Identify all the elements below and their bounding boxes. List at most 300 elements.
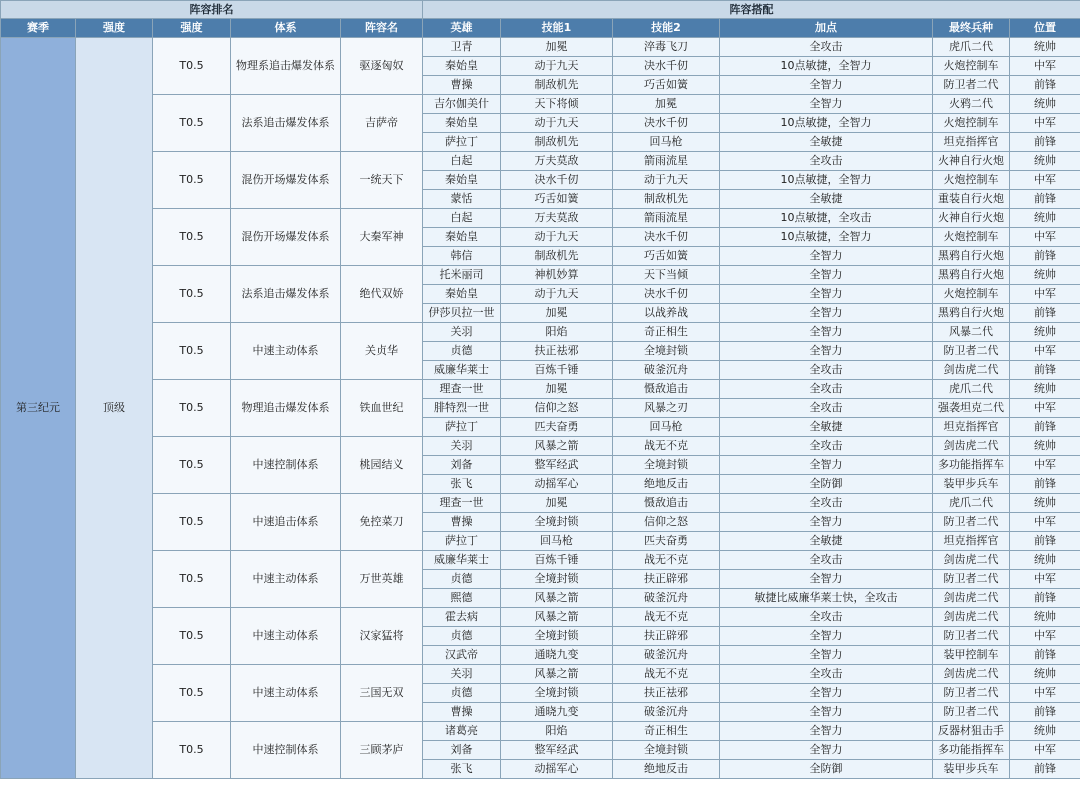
hero-cell: 秦始皇 [423, 171, 501, 190]
position-cell: 统帅 [1010, 95, 1080, 114]
final-unit-cell: 反器材狙击手 [933, 722, 1010, 741]
skill2-cell: 破釜沉舟 [613, 646, 720, 665]
table-row [1, 209, 1080, 228]
system-cell: 中速控制体系 [231, 722, 341, 779]
system-cell: 混伤开场爆发体系 [231, 209, 341, 266]
skill1-cell: 阳焰 [501, 722, 613, 741]
rank-cell: T0.5 [153, 95, 231, 152]
skill2-cell: 战无不克 [613, 551, 720, 570]
lineup-name-cell: 吉萨帝 [341, 95, 423, 152]
skill1-cell: 加冕 [501, 304, 613, 323]
skill2-cell: 动于九天 [613, 171, 720, 190]
position-cell: 统帅 [1010, 608, 1080, 627]
skill1-cell: 决水千仞 [501, 171, 613, 190]
hero-cell: 曹操 [423, 76, 501, 95]
points-cell: 全敏捷 [720, 190, 933, 209]
points-cell: 全攻击 [720, 494, 933, 513]
final-unit-cell: 装甲步兵车 [933, 760, 1010, 779]
col-header-lineup-name: 阵容名 [341, 19, 423, 38]
final-unit-cell: 防卫者二代 [933, 684, 1010, 703]
skill2-cell: 以战养战 [613, 304, 720, 323]
position-cell: 中军 [1010, 456, 1080, 475]
skill2-cell: 信仰之怒 [613, 513, 720, 532]
points-cell: 全攻击 [720, 361, 933, 380]
rank-cell: T0.5 [153, 437, 231, 494]
skill2-cell: 加冕 [613, 95, 720, 114]
final-unit-cell: 剑齿虎二代 [933, 589, 1010, 608]
skill2-cell: 箭雨流星 [613, 152, 720, 171]
skill2-cell: 奇正相生 [613, 722, 720, 741]
position-cell: 前锋 [1010, 361, 1080, 380]
hero-cell: 秦始皇 [423, 114, 501, 133]
skill2-cell: 匹夫奋勇 [613, 532, 720, 551]
hero-cell: 卫青 [423, 38, 501, 57]
hero-cell: 萨拉丁 [423, 532, 501, 551]
skill1-cell: 制敌机先 [501, 133, 613, 152]
skill2-cell: 箭雨流星 [613, 209, 720, 228]
lineup-name-cell: 三国无双 [341, 665, 423, 722]
table-row [1, 665, 1080, 684]
lineup-name-cell: 一统天下 [341, 152, 423, 209]
table-row [1, 437, 1080, 456]
skill1-cell: 回马枪 [501, 532, 613, 551]
position-cell: 中军 [1010, 171, 1080, 190]
rank-cell: T0.5 [153, 209, 231, 266]
lineup-name-cell: 免控菜刀 [341, 494, 423, 551]
skill1-cell: 动于九天 [501, 285, 613, 304]
points-cell: 全智力 [720, 513, 933, 532]
hero-cell: 托米丽司 [423, 266, 501, 285]
skill1-cell: 风暴之箭 [501, 437, 613, 456]
skill1-cell: 阳焰 [501, 323, 613, 342]
hero-cell: 贞德 [423, 627, 501, 646]
points-cell: 全智力 [720, 627, 933, 646]
skill1-cell: 匹夫奋勇 [501, 418, 613, 437]
skill1-cell: 动于九天 [501, 228, 613, 247]
rank-cell: T0.5 [153, 608, 231, 665]
skill1-cell: 风暴之箭 [501, 589, 613, 608]
final-unit-cell: 坦克指挥官 [933, 532, 1010, 551]
column-header-row [1, 19, 1080, 38]
hero-cell: 萨拉丁 [423, 133, 501, 152]
skill2-cell: 破釜沉舟 [613, 703, 720, 722]
skill2-cell: 全境封锁 [613, 342, 720, 361]
points-cell: 全攻击 [720, 399, 933, 418]
hero-cell: 白起 [423, 152, 501, 171]
hero-cell: 腓特烈一世 [423, 399, 501, 418]
points-cell: 全智力 [720, 342, 933, 361]
hero-cell: 理查一世 [423, 380, 501, 399]
system-cell: 法系追击爆发体系 [231, 266, 341, 323]
group-header-row [1, 1, 1080, 19]
lineup-name-cell: 铁血世纪 [341, 380, 423, 437]
final-unit-cell: 火炮控制车 [933, 171, 1010, 190]
system-cell: 中速追击体系 [231, 494, 341, 551]
skill2-cell: 扶正辟邪 [613, 570, 720, 589]
skill2-cell: 破釜沉舟 [613, 361, 720, 380]
hero-cell: 秦始皇 [423, 57, 501, 76]
position-cell: 中军 [1010, 228, 1080, 247]
skill1-cell: 巧舌如簧 [501, 190, 613, 209]
position-cell: 前锋 [1010, 589, 1080, 608]
final-unit-cell: 剑齿虎二代 [933, 665, 1010, 684]
points-cell: 全攻击 [720, 380, 933, 399]
table-row [1, 323, 1080, 342]
hero-cell: 关羽 [423, 323, 501, 342]
hero-cell: 秦始皇 [423, 285, 501, 304]
position-cell: 中军 [1010, 342, 1080, 361]
final-unit-cell: 黑鸦自行火炮 [933, 266, 1010, 285]
final-unit-cell: 虎爪二代 [933, 38, 1010, 57]
position-cell: 统帅 [1010, 323, 1080, 342]
skill2-cell: 奇正相生 [613, 323, 720, 342]
final-unit-cell: 剑齿虎二代 [933, 437, 1010, 456]
points-cell: 全智力 [720, 304, 933, 323]
points-cell: 全攻击 [720, 551, 933, 570]
skill2-cell: 风暴之刃 [613, 399, 720, 418]
hero-cell: 威廉华莱士 [423, 361, 501, 380]
position-cell: 统帅 [1010, 494, 1080, 513]
rank-cell: T0.5 [153, 323, 231, 380]
skill1-cell: 百炼千锤 [501, 551, 613, 570]
hero-cell: 贞德 [423, 342, 501, 361]
points-cell: 全智力 [720, 285, 933, 304]
final-unit-cell: 火炮控制车 [933, 228, 1010, 247]
skill1-cell: 天下将倾 [501, 95, 613, 114]
points-cell: 全智力 [720, 741, 933, 760]
position-cell: 统帅 [1010, 437, 1080, 456]
skill2-cell: 制敌机先 [613, 190, 720, 209]
system-cell: 物理追击爆发体系 [231, 380, 341, 437]
skill2-cell: 决水千仞 [613, 57, 720, 76]
skill2-cell: 战无不克 [613, 608, 720, 627]
hero-cell: 秦始皇 [423, 228, 501, 247]
position-cell: 前锋 [1010, 190, 1080, 209]
final-unit-cell: 防卫者二代 [933, 627, 1010, 646]
system-cell: 中速主动体系 [231, 323, 341, 380]
position-cell: 统帅 [1010, 38, 1080, 57]
final-unit-cell: 装甲步兵车 [933, 475, 1010, 494]
skill1-cell: 全境封锁 [501, 570, 613, 589]
points-cell: 全攻击 [720, 152, 933, 171]
final-unit-cell: 黑鸦自行火炮 [933, 304, 1010, 323]
final-unit-cell: 防卫者二代 [933, 342, 1010, 361]
points-cell: 全攻击 [720, 665, 933, 684]
skill1-cell: 神机妙算 [501, 266, 613, 285]
points-cell: 全智力 [720, 703, 933, 722]
skill2-cell: 绝地反击 [613, 475, 720, 494]
skill2-cell: 决水千仞 [613, 285, 720, 304]
col-header-final-unit: 最终兵种 [933, 19, 1010, 38]
hero-cell: 关羽 [423, 437, 501, 456]
points-cell: 全智力 [720, 456, 933, 475]
skill2-cell: 战无不克 [613, 665, 720, 684]
skill2-cell: 回马枪 [613, 133, 720, 152]
rank-cell: T0.5 [153, 152, 231, 209]
final-unit-cell: 多功能指挥车 [933, 456, 1010, 475]
position-cell: 中军 [1010, 684, 1080, 703]
lineup-name-cell: 驱逐匈奴 [341, 38, 423, 95]
system-cell: 中速主动体系 [231, 551, 341, 608]
position-cell: 前锋 [1010, 760, 1080, 779]
skill1-cell: 万夫莫敌 [501, 152, 613, 171]
table-row [1, 494, 1080, 513]
skill1-cell: 加冕 [501, 38, 613, 57]
hero-cell: 熙德 [423, 589, 501, 608]
skill1-cell: 信仰之怒 [501, 399, 613, 418]
skill1-cell: 全境封锁 [501, 627, 613, 646]
skill2-cell: 决水千仞 [613, 228, 720, 247]
skill2-cell: 巧舌如簧 [613, 247, 720, 266]
points-cell: 敏捷比威廉华莱士快，全攻击 [720, 589, 933, 608]
position-cell: 统帅 [1010, 266, 1080, 285]
position-cell: 中军 [1010, 114, 1080, 133]
skill1-cell: 风暴之箭 [501, 665, 613, 684]
final-unit-cell: 坦克指挥官 [933, 418, 1010, 437]
hero-cell: 汉武帝 [423, 646, 501, 665]
skill1-cell: 加冕 [501, 380, 613, 399]
table-row [1, 551, 1080, 570]
rank-cell: T0.5 [153, 380, 231, 437]
points-cell: 10点敏捷，全智力 [720, 114, 933, 133]
rank-cell: T0.5 [153, 665, 231, 722]
skill2-cell: 淬毒飞刀 [613, 38, 720, 57]
skill1-cell: 扶正祛邪 [501, 342, 613, 361]
position-cell: 中军 [1010, 570, 1080, 589]
hero-cell: 白起 [423, 209, 501, 228]
position-cell: 中军 [1010, 741, 1080, 760]
position-cell: 统帅 [1010, 209, 1080, 228]
position-cell: 统帅 [1010, 722, 1080, 741]
position-cell: 统帅 [1010, 665, 1080, 684]
skill1-cell: 制敌机先 [501, 247, 613, 266]
hero-cell: 萨拉丁 [423, 418, 501, 437]
final-unit-cell: 火炮控制车 [933, 285, 1010, 304]
skill1-cell: 加冕 [501, 494, 613, 513]
position-cell: 中军 [1010, 285, 1080, 304]
position-cell: 中军 [1010, 57, 1080, 76]
points-cell: 全攻击 [720, 608, 933, 627]
table-row [1, 152, 1080, 171]
position-cell: 统帅 [1010, 551, 1080, 570]
col-header-rank: 强度 [153, 19, 231, 38]
skill1-cell: 风暴之箭 [501, 608, 613, 627]
skill1-cell: 动摇军心 [501, 475, 613, 494]
skill1-cell: 百炼千锤 [501, 361, 613, 380]
position-cell: 中军 [1010, 513, 1080, 532]
hero-cell: 理查一世 [423, 494, 501, 513]
position-cell: 前锋 [1010, 247, 1080, 266]
position-cell: 前锋 [1010, 418, 1080, 437]
lineup-name-cell: 万世英雄 [341, 551, 423, 608]
points-cell: 全智力 [720, 722, 933, 741]
final-unit-cell: 黑鸦自行火炮 [933, 247, 1010, 266]
final-unit-cell: 风暴二代 [933, 323, 1010, 342]
col-header-points: 加点 [720, 19, 933, 38]
position-cell: 前锋 [1010, 646, 1080, 665]
points-cell: 全智力 [720, 684, 933, 703]
skill1-cell: 全境封锁 [501, 513, 613, 532]
points-cell: 全攻击 [720, 437, 933, 456]
col-header-tier: 强度 [76, 19, 153, 38]
final-unit-cell: 剑齿虎二代 [933, 551, 1010, 570]
final-unit-cell: 坦克指挥官 [933, 133, 1010, 152]
hero-cell: 曹操 [423, 703, 501, 722]
position-cell: 前锋 [1010, 703, 1080, 722]
position-cell: 统帅 [1010, 152, 1080, 171]
hero-cell: 霍去病 [423, 608, 501, 627]
skill2-cell: 天下当倾 [613, 266, 720, 285]
final-unit-cell: 虎爪二代 [933, 494, 1010, 513]
group-header-lineup-composition: 阵容搭配 [423, 1, 1080, 19]
col-header-skill1: 技能1 [501, 19, 613, 38]
hero-cell: 张飞 [423, 760, 501, 779]
skill1-cell: 整军经武 [501, 741, 613, 760]
points-cell: 10点敏捷，全智力 [720, 228, 933, 247]
lineup-name-cell: 汉家猛将 [341, 608, 423, 665]
final-unit-cell: 火神自行火炮 [933, 152, 1010, 171]
skill2-cell: 扶正辟邪 [613, 627, 720, 646]
hero-cell: 曹操 [423, 513, 501, 532]
skill1-cell: 通晓九变 [501, 703, 613, 722]
skill2-cell: 战无不克 [613, 437, 720, 456]
season-cell: 第三纪元 [1, 38, 76, 779]
hero-cell: 诸葛亮 [423, 722, 501, 741]
table-body [1, 38, 1080, 779]
position-cell: 中军 [1010, 627, 1080, 646]
lineup-name-cell: 关贞华 [341, 323, 423, 380]
skill2-cell: 全境封锁 [613, 456, 720, 475]
skill2-cell: 决水千仞 [613, 114, 720, 133]
points-cell: 全攻击 [720, 38, 933, 57]
tier-cell: 顶级 [76, 38, 153, 779]
table-row [1, 266, 1080, 285]
skill1-cell: 动于九天 [501, 114, 613, 133]
final-unit-cell: 强袭坦克二代 [933, 399, 1010, 418]
rank-cell: T0.5 [153, 551, 231, 608]
hero-cell: 刘备 [423, 456, 501, 475]
position-cell: 前锋 [1010, 475, 1080, 494]
skill1-cell: 动摇军心 [501, 760, 613, 779]
points-cell: 10点敏捷，全攻击 [720, 209, 933, 228]
skill1-cell: 整军经武 [501, 456, 613, 475]
points-cell: 全智力 [720, 95, 933, 114]
skill2-cell: 慑敌追击 [613, 494, 720, 513]
col-header-hero: 英雄 [423, 19, 501, 38]
rank-cell: T0.5 [153, 494, 231, 551]
final-unit-cell: 剑齿虎二代 [933, 361, 1010, 380]
final-unit-cell: 防卫者二代 [933, 513, 1010, 532]
points-cell: 全防御 [720, 760, 933, 779]
hero-cell: 蒙恬 [423, 190, 501, 209]
col-header-system: 体系 [231, 19, 341, 38]
hero-cell: 贞德 [423, 684, 501, 703]
table-row [1, 380, 1080, 399]
points-cell: 10点敏捷，全智力 [720, 57, 933, 76]
system-cell: 中速主动体系 [231, 608, 341, 665]
skill2-cell: 回马枪 [613, 418, 720, 437]
points-cell: 全敏捷 [720, 133, 933, 152]
points-cell: 全智力 [720, 76, 933, 95]
col-header-position: 位置 [1010, 19, 1080, 38]
lineup-name-cell: 三顾茅庐 [341, 722, 423, 779]
rank-cell: T0.5 [153, 722, 231, 779]
final-unit-cell: 多功能指挥车 [933, 741, 1010, 760]
position-cell: 前锋 [1010, 532, 1080, 551]
position-cell: 前锋 [1010, 304, 1080, 323]
table-row [1, 722, 1080, 741]
skill2-cell: 扶正祛邪 [613, 684, 720, 703]
hero-cell: 贞德 [423, 570, 501, 589]
position-cell: 中军 [1010, 399, 1080, 418]
col-header-skill2: 技能2 [613, 19, 720, 38]
position-cell: 前锋 [1010, 76, 1080, 95]
final-unit-cell: 火鸦二代 [933, 95, 1010, 114]
final-unit-cell: 火神自行火炮 [933, 209, 1010, 228]
skill1-cell: 全境封锁 [501, 684, 613, 703]
skill2-cell: 绝地反击 [613, 760, 720, 779]
table-row [1, 608, 1080, 627]
skill1-cell: 动于九天 [501, 57, 613, 76]
lineup-name-cell: 绝代双娇 [341, 266, 423, 323]
skill1-cell: 万夫莫敌 [501, 209, 613, 228]
system-cell: 法系追击爆发体系 [231, 95, 341, 152]
points-cell: 全智力 [720, 247, 933, 266]
hero-cell: 刘备 [423, 741, 501, 760]
system-cell: 混伤开场爆发体系 [231, 152, 341, 209]
final-unit-cell: 防卫者二代 [933, 570, 1010, 589]
points-cell: 全智力 [720, 323, 933, 342]
skill2-cell: 慑敌追击 [613, 380, 720, 399]
table-row [1, 38, 1080, 57]
hero-cell: 吉尔伽美什 [423, 95, 501, 114]
points-cell: 全智力 [720, 570, 933, 589]
lineup-name-cell: 大秦军神 [341, 209, 423, 266]
points-cell: 全敏捷 [720, 532, 933, 551]
table-row [1, 95, 1080, 114]
skill1-cell: 制敌机先 [501, 76, 613, 95]
skill2-cell: 全境封锁 [613, 741, 720, 760]
rank-cell: T0.5 [153, 38, 231, 95]
hero-cell: 伊莎贝拉一世 [423, 304, 501, 323]
lineup-name-cell: 桃园结义 [341, 437, 423, 494]
points-cell: 10点敏捷，全智力 [720, 171, 933, 190]
col-header-season: 赛季 [1, 19, 76, 38]
position-cell: 统帅 [1010, 380, 1080, 399]
hero-cell: 关羽 [423, 665, 501, 684]
final-unit-cell: 火炮控制车 [933, 114, 1010, 133]
final-unit-cell: 防卫者二代 [933, 703, 1010, 722]
hero-cell: 韩信 [423, 247, 501, 266]
position-cell: 前锋 [1010, 133, 1080, 152]
skill2-cell: 巧舌如簧 [613, 76, 720, 95]
points-cell: 全智力 [720, 266, 933, 285]
system-cell: 中速控制体系 [231, 437, 341, 494]
points-cell: 全防御 [720, 475, 933, 494]
final-unit-cell: 装甲控制车 [933, 646, 1010, 665]
points-cell: 全智力 [720, 646, 933, 665]
final-unit-cell: 虎爪二代 [933, 380, 1010, 399]
final-unit-cell: 防卫者二代 [933, 76, 1010, 95]
final-unit-cell: 重装自行火炮 [933, 190, 1010, 209]
skill1-cell: 通晓九变 [501, 646, 613, 665]
hero-cell: 张飞 [423, 475, 501, 494]
system-cell: 中速主动体系 [231, 665, 341, 722]
rank-cell: T0.5 [153, 266, 231, 323]
skill2-cell: 破釜沉舟 [613, 589, 720, 608]
final-unit-cell: 剑齿虎二代 [933, 608, 1010, 627]
final-unit-cell: 火炮控制车 [933, 57, 1010, 76]
